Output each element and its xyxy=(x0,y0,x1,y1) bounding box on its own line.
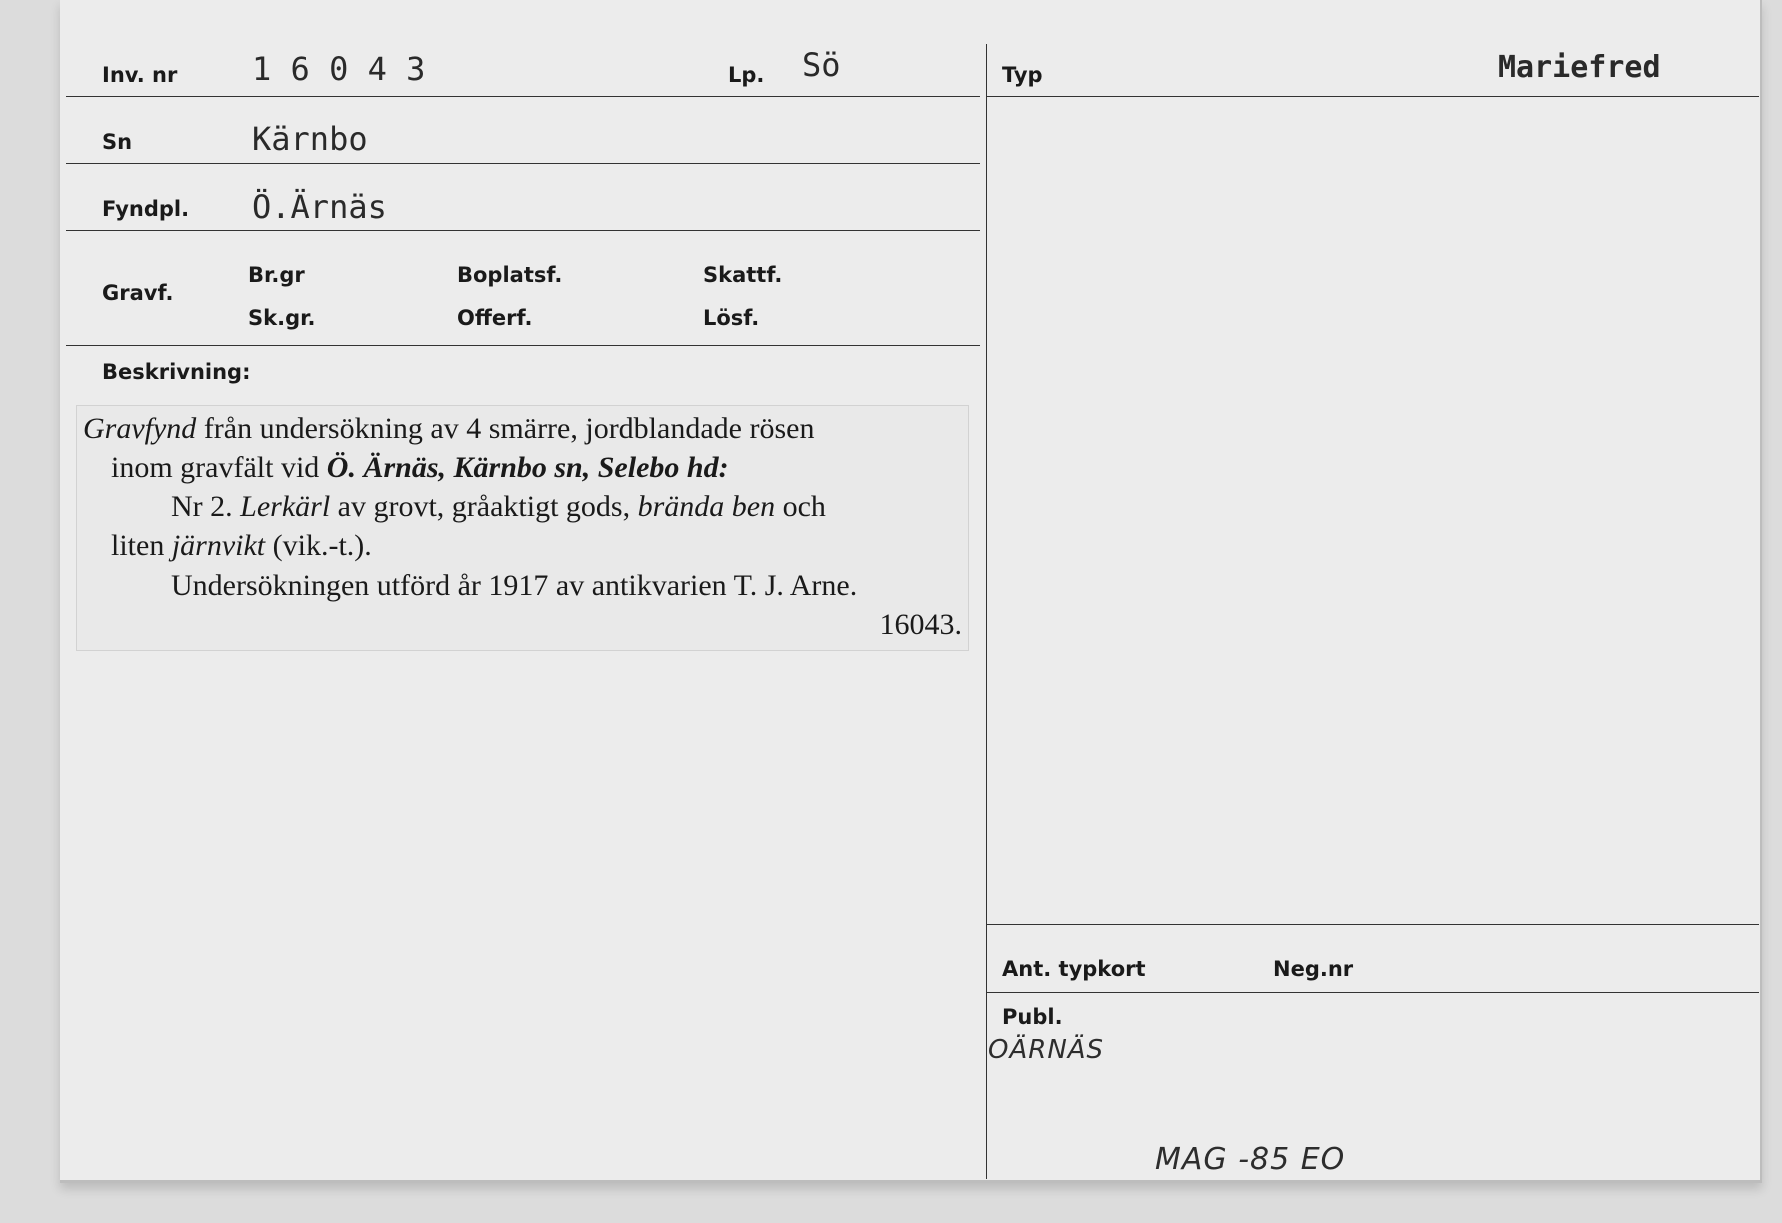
rule-typ xyxy=(987,96,1759,97)
offerf-label: Offerf. xyxy=(457,306,533,330)
brgr-label: Br.gr xyxy=(248,263,305,287)
sn-value: Kärnbo xyxy=(252,120,368,158)
mag-handwritten: MAG -85 EO xyxy=(1155,1142,1346,1177)
lerkarl-text: Lerkärl xyxy=(240,490,331,523)
rule-inv xyxy=(66,96,980,97)
inventory-number-text: 16043. xyxy=(879,608,962,641)
description-slip xyxy=(76,405,969,651)
findspot-text: Ö. Ärnäs, Kärnbo sn, Selebo hd: xyxy=(326,451,729,484)
description-text: liten xyxy=(111,529,172,562)
branda-ben-text: brända ben xyxy=(637,490,776,523)
boplatsf-label: Boplatsf. xyxy=(457,263,563,287)
publ-handwritten: OÄRNÄS xyxy=(988,1035,1105,1065)
gravf-label: Gravf. xyxy=(102,281,174,305)
ant-typkort-label: Ant. typkort xyxy=(1002,957,1146,981)
description-text: Nr 2. xyxy=(171,490,241,523)
description-text: (vik.-t.). xyxy=(265,529,372,562)
fyndpl-label: Fyndpl. xyxy=(102,197,190,221)
place-value: Mariefred xyxy=(1498,50,1661,85)
gravfynd-text: Gravfynd xyxy=(83,412,197,445)
description-text: från undersökning av 4 smärre, jordblandade rösen xyxy=(196,412,815,445)
description-line-4 xyxy=(111,529,372,563)
publ-label: Publ. xyxy=(1002,1005,1063,1029)
description-line-6 xyxy=(880,608,963,642)
description-text: och xyxy=(775,490,826,523)
skattf-label: Skattf. xyxy=(703,263,783,287)
sn-label: Sn xyxy=(102,130,133,154)
neg-nr-label: Neg.nr xyxy=(1273,957,1354,981)
jarnvikt-text: järnvikt xyxy=(171,529,266,562)
description-text: av grovt, gråaktigt gods, xyxy=(330,490,638,523)
inv-nr-value: 1 6 0 4 3 xyxy=(252,50,426,88)
beskrivning-label: Beskrivning: xyxy=(102,360,251,384)
description-text: inom gravfält vid xyxy=(111,451,327,484)
losf-label: Lösf. xyxy=(703,306,760,330)
rule-gravf xyxy=(66,345,980,346)
lp-label: Lp. xyxy=(728,63,765,87)
description-line-2 xyxy=(111,451,729,485)
description-line-3 xyxy=(171,490,826,524)
rule-sn xyxy=(66,163,980,164)
description-line-5 xyxy=(171,569,857,603)
description-line-1 xyxy=(83,412,814,446)
description-text: Undersökningen utförd år 1917 av antikvarien T. J. Arne. xyxy=(171,569,858,602)
lp-value: Sö xyxy=(802,46,841,84)
rule-fyndpl xyxy=(66,230,980,231)
rule-typkort-bottom xyxy=(987,992,1759,993)
skgr-label: Sk.gr. xyxy=(248,306,316,330)
rule-typkort-top xyxy=(987,924,1759,925)
fyndpl-value: Ö.Ärnäs xyxy=(252,188,387,226)
inv-nr-label: Inv. nr xyxy=(102,63,178,87)
typ-label: Typ xyxy=(1002,63,1043,87)
column-divider xyxy=(986,44,987,1179)
